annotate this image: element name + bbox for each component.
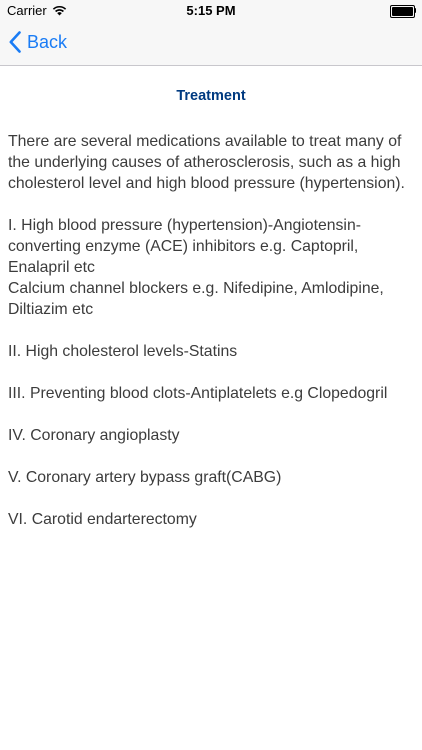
paragraph-cholesterol: II. High cholesterol levels-Statins — [8, 343, 238, 360]
content-area — [0, 66, 422, 530]
carrier-label: Carrier — [7, 3, 47, 18]
status-time: 5:15 PM — [186, 3, 236, 18]
battery-icon — [390, 5, 414, 16]
chevron-left-icon — [9, 31, 21, 53]
page-title: Treatment — [176, 88, 246, 104]
paragraph-angioplasty: IV. Coronary angioplasty — [8, 427, 180, 444]
paragraph-bypass-graft: V. Coronary artery bypass graft(CABG) — [8, 469, 282, 486]
navigation-bar — [0, 22, 422, 66]
paragraph-intro: There are several medications available to treat many of the underlying causes of atherosclerosis, such as a high cholesterol level and high blood pressure (hypertension). — [8, 133, 405, 192]
back-button[interactable] — [9, 31, 67, 53]
status-bar — [0, 0, 422, 22]
back-label: Back — [27, 31, 68, 52]
paragraph-calcium-blockers: Calcium channel blockers e.g. Nifedipine, Amlodipine, Diltiazim etc — [8, 280, 384, 318]
paragraph-hypertension: I. High blood pressure (hypertension)-Angiotensin-converting enzyme (ACE) inhibitors e.g. Captopril, Enalapril etc — [8, 217, 361, 276]
paragraph-endarterectomy: VI. Carotid endarterectomy — [8, 511, 197, 528]
paragraph-blood-clots: III. Preventing blood clots-Antiplatelets e.g Clopedogril — [8, 385, 388, 402]
